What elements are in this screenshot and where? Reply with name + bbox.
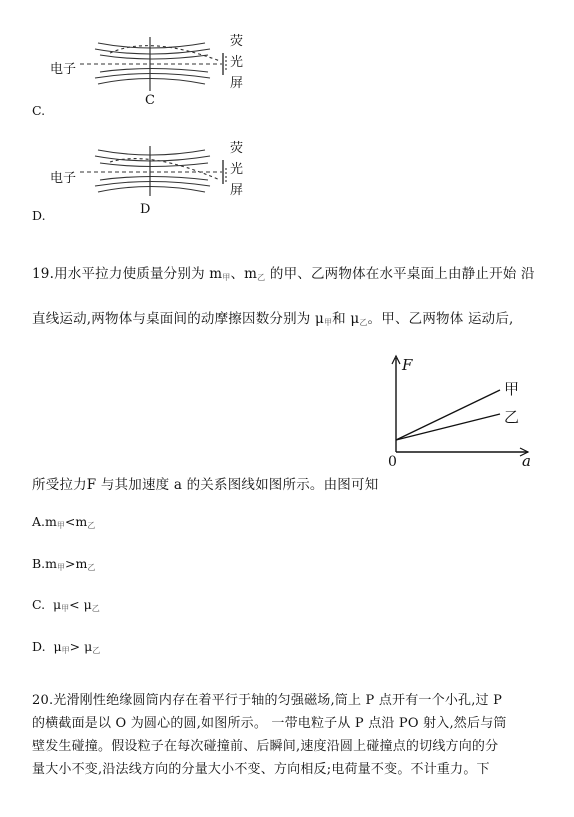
- figure-d-electron-label: 电子: [50, 171, 77, 186]
- q19-option-c-mid: < μ: [69, 597, 92, 612]
- q19-line-2-sub-1: 甲: [323, 318, 333, 327]
- q19-option-d-pre: μ: [53, 639, 62, 654]
- q19-option-c-letter: C.: [32, 597, 46, 612]
- option-d-label: D.: [32, 208, 46, 223]
- q19-graph: [380, 352, 540, 472]
- q19-option-c-pre: μ: [53, 597, 62, 612]
- q19-line-1: [32, 262, 535, 283]
- q19-option-c-sub-1: 甲: [61, 604, 70, 613]
- q19-option-b-sub-2: 乙: [87, 563, 96, 572]
- figure-c: [50, 25, 270, 110]
- q19-graph-y-axis-label: F: [402, 356, 413, 374]
- q19-line-1-text-b: 、m: [230, 266, 258, 282]
- q19-line-jia: [396, 390, 500, 440]
- q20-line-4: 量大小不变,沿法线方向的分量大小不变、方向相反;电荷量不变。不计重力。下: [32, 762, 490, 777]
- q19-option-c[interactable]: [32, 597, 100, 614]
- q19-option-d-sub-1: 甲: [61, 646, 70, 655]
- figure-d-screen-label-1: 荧: [230, 141, 244, 156]
- figure-c-screen-label-2: 光: [230, 55, 244, 70]
- figure-c-caption: C: [145, 93, 155, 108]
- figure-d-caption: D: [140, 202, 151, 217]
- q19-graph-series-a-label: 甲: [504, 380, 520, 398]
- q19-option-a-letter: A.: [32, 514, 46, 529]
- q19-graph-origin-label: 0: [388, 454, 397, 470]
- figure-d-screen-label-3: 屏: [230, 183, 244, 198]
- q19-line-1-sub-2: 乙: [257, 273, 266, 282]
- q19-line-2-text-b: 和 μ: [332, 311, 360, 327]
- q19-line-1-text-c: 的甲、乙两物体在水平桌面上由静止开始 沿: [265, 266, 535, 282]
- q19-option-d-letter: D.: [32, 639, 46, 654]
- q19-option-d[interactable]: [32, 639, 100, 656]
- q19-option-d-mid: > μ: [69, 639, 93, 654]
- q19-option-a-sub-1: 甲: [56, 521, 65, 530]
- figure-c-screen-label-3: 屏: [230, 76, 244, 91]
- q19-line-1-sub-1: 甲: [222, 273, 231, 282]
- option-c-label: C.: [32, 103, 46, 118]
- q19-option-c-sub-2: 乙: [91, 604, 100, 613]
- q19-line-2-text-c: 。甲、乙两物体 运动后,: [367, 311, 514, 327]
- q20-line-2: 的横截面是以 O 为圆心的圆,如图所示。 一带电粒子从 P 点沿 PO 射入,然后与筒: [32, 716, 507, 731]
- q19-line-2-text-a: 直线运动,两物体与桌面间的动摩擦因数分别为 μ: [32, 311, 324, 327]
- q19-option-b-letter: B.: [32, 556, 46, 571]
- q19-line-3: 所受拉力F 与其加速度 a 的关系图线如图所示。由图可知: [32, 477, 379, 493]
- figure-d-screen-label-2: 光: [230, 162, 244, 177]
- q19-graph-x-axis-label: a: [522, 452, 531, 470]
- q20-line-1: 20.光滑刚性绝缘圆筒内存在着平行于轴的匀强磁场,筒上 P 点开有一个小孔,过 P: [32, 693, 503, 708]
- q19-line-2-sub-2: 乙: [359, 318, 368, 327]
- q19-option-b[interactable]: [32, 556, 95, 573]
- q19-line-1-text-a: 19.用水平拉力使质量分别为 m: [32, 266, 223, 282]
- q19-line-2: [32, 307, 514, 328]
- q19-option-a-mid: <m: [64, 514, 88, 529]
- figure-d: [50, 132, 270, 217]
- q19-option-a[interactable]: [32, 514, 95, 531]
- q19-option-d-sub-2: 乙: [92, 646, 101, 655]
- q19-option-b-mid: >m: [65, 556, 88, 571]
- figure-c-screen-label-1: 荧: [230, 34, 244, 49]
- q19-option-a-sub-2: 乙: [87, 521, 96, 530]
- q20-line-3: 壁发生碰撞。假设粒子在每次碰撞前、后瞬间,速度沿圆上碰撞点的切线方向的分: [32, 739, 499, 754]
- q19-graph-series-b-label: 乙: [504, 408, 520, 426]
- q19-line-yi: [396, 414, 500, 440]
- q19-option-a-pre: m: [45, 514, 57, 529]
- figure-c-electron-label: 电子: [50, 62, 77, 77]
- q19-option-b-pre: m: [45, 556, 58, 571]
- q19-option-b-sub-1: 甲: [57, 563, 66, 572]
